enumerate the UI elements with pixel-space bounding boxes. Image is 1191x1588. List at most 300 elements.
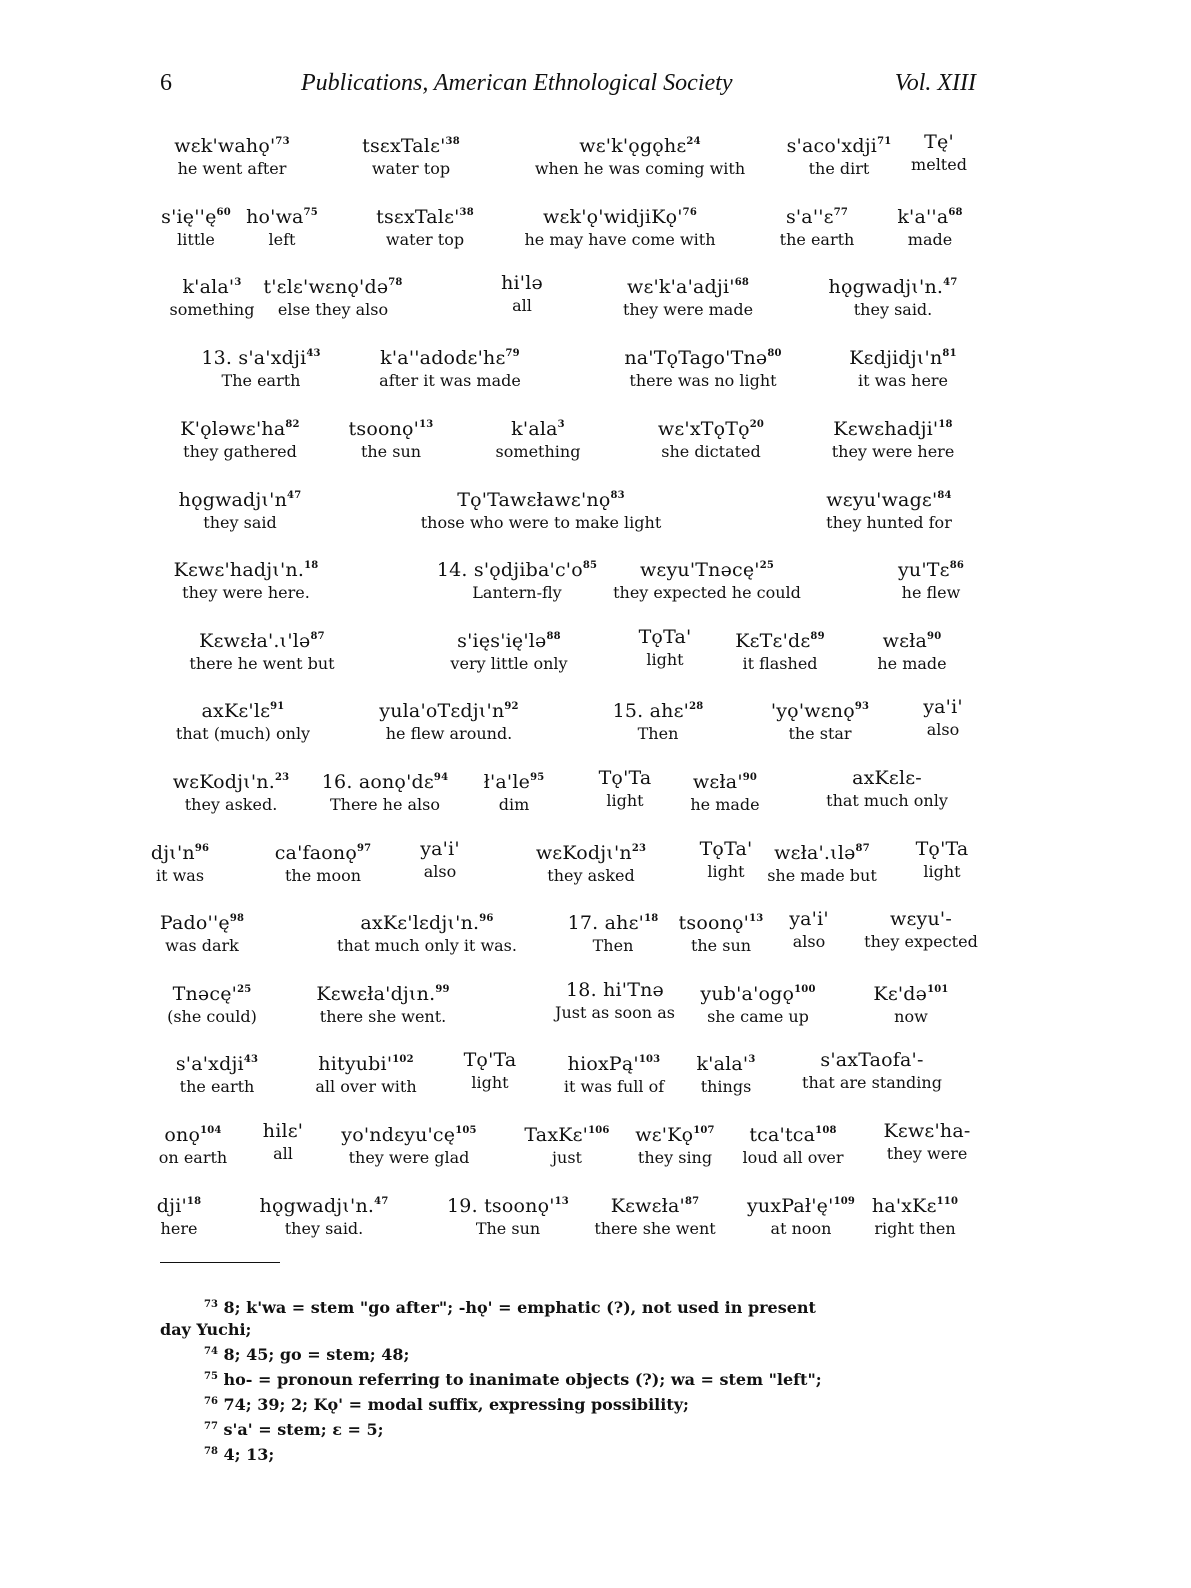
yuchi-word	[447, 1190, 569, 1218]
yuchi-word	[170, 271, 255, 299]
yuchi-word-text: TǫTa'	[638, 626, 692, 648]
yuchi-word	[260, 1190, 389, 1218]
yuchi-word	[802, 1048, 942, 1072]
word-pair	[568, 907, 659, 957]
footnote-ref: 105	[455, 1125, 477, 1136]
yuchi-word	[832, 413, 955, 441]
yuchi-word-text: hǫgwadjɩ'n.	[828, 276, 944, 298]
english-gloss: there he went but	[189, 654, 335, 673]
english-gloss: when he was coming with	[534, 159, 746, 178]
english-gloss: The sun	[475, 1219, 541, 1238]
text-line	[160, 201, 976, 263]
text-line	[160, 484, 976, 546]
yuchi-word	[161, 201, 231, 229]
word-pair	[536, 837, 646, 887]
yuchi-word	[568, 907, 659, 935]
word-pair	[174, 554, 319, 604]
word-pair	[179, 484, 302, 534]
word-pair	[594, 1190, 715, 1240]
yuchi-word-text: Kɛwɛ'hadjɩ'n.	[173, 559, 305, 581]
footnote	[160, 1294, 980, 1319]
yuchi-word-text: hityubi'	[318, 1053, 393, 1075]
yuchi-word	[421, 484, 662, 512]
yuchi-word-text: onǫ	[164, 1124, 201, 1146]
word-pair	[437, 554, 597, 604]
word-pair	[911, 130, 967, 176]
yuchi-word-text: TaxKɛ'	[524, 1124, 589, 1146]
yuchi-word	[829, 271, 958, 299]
yuchi-word-text: 14. s'ǫdjiba'c'o	[436, 559, 583, 581]
yuchi-word	[349, 413, 434, 441]
yuchi-word	[826, 484, 952, 512]
word-pair	[877, 625, 946, 675]
yuchi-word-text: wɛ'Kǫ	[635, 1124, 694, 1146]
english-gloss: it was here	[857, 371, 949, 390]
footnote-number: 73	[204, 1299, 218, 1310]
yuchi-word-text: wɛk'wahǫ'	[174, 135, 276, 157]
word-pair	[337, 907, 517, 957]
footnote-ref: 80	[767, 348, 782, 359]
footnote-ref: 18	[186, 1196, 202, 1207]
word-pair	[535, 130, 745, 180]
english-gloss: Then	[637, 724, 679, 743]
yuchi-word-text: wɛ'xTǫTǫ	[657, 418, 750, 440]
footnote-ref: 85	[582, 560, 598, 571]
word-pair	[690, 766, 759, 816]
word-pair	[157, 1190, 201, 1240]
word-pair	[450, 625, 567, 675]
word-pair	[484, 766, 545, 816]
text-line	[160, 1048, 976, 1110]
english-gloss: all	[512, 296, 532, 315]
footnote-ref: 107	[693, 1125, 715, 1136]
english-gloss: light	[923, 862, 961, 881]
yuchi-word	[160, 907, 244, 935]
footnote-ref: 13	[554, 1196, 569, 1207]
yuchi-word	[767, 837, 877, 865]
footnote-ref: 43	[243, 1054, 259, 1065]
word-pair	[742, 1119, 843, 1169]
yuchi-word-text: hi'lə	[501, 272, 543, 294]
footnote-ref: 38	[445, 136, 460, 147]
yuchi-word	[700, 978, 815, 1006]
yuchi-word-text: Tǫ'Ta	[915, 838, 969, 860]
yuchi-word	[275, 837, 372, 865]
english-gloss: she dictated	[661, 442, 761, 461]
yuchi-word	[613, 695, 704, 723]
yuchi-word-text: Kɛwɛ'ha-	[883, 1120, 971, 1142]
word-pair	[376, 201, 474, 251]
word-pair	[447, 1190, 569, 1240]
english-gloss: dim	[498, 795, 530, 814]
english-gloss: he made	[690, 795, 760, 814]
yuchi-word-text: ha'xKɛ	[871, 1195, 937, 1217]
yuchi-word	[911, 130, 967, 154]
footnote-ref: 87	[855, 843, 870, 854]
yuchi-word	[679, 907, 764, 935]
yuchi-word	[437, 554, 597, 582]
footnote-ref: 23	[631, 843, 647, 854]
text-line	[160, 271, 976, 333]
english-gloss: also	[926, 720, 960, 739]
english-gloss: also	[792, 932, 826, 951]
footnote-ref: 13	[419, 419, 434, 430]
footnote-number: 74	[204, 1346, 218, 1357]
word-pair	[623, 271, 753, 321]
english-gloss: the earth	[179, 1077, 255, 1096]
yuchi-word	[174, 554, 319, 582]
yuchi-word	[450, 625, 567, 653]
english-gloss: loud all over	[742, 1148, 844, 1167]
yuchi-word-text: tsɛxTalɛ'	[376, 206, 460, 228]
word-pair	[787, 130, 892, 180]
text-line	[160, 342, 976, 404]
english-gloss: that much only	[826, 791, 948, 810]
word-pair	[341, 1119, 476, 1169]
word-pair	[923, 695, 963, 741]
english-gloss: the sun	[360, 442, 422, 461]
text-line	[160, 413, 976, 475]
yuchi-word-text: Tę'	[924, 131, 954, 153]
footnote-ref: 84	[937, 490, 952, 501]
footnote	[160, 1341, 980, 1366]
footnote-ref: 109	[833, 1196, 856, 1207]
footnote-ref: 96	[194, 843, 210, 854]
english-gloss: made	[907, 230, 953, 249]
yuchi-word-text: Tnəcę'	[172, 983, 238, 1005]
text-line	[160, 766, 976, 828]
word-pair	[735, 625, 825, 675]
yuchi-word	[864, 907, 978, 931]
yuchi-word-text: wɛła	[882, 630, 928, 652]
word-pair	[263, 1119, 303, 1165]
yuchi-word-text: Tǫ'Ta	[463, 1049, 517, 1071]
yuchi-word-text: ya'i'	[789, 908, 829, 930]
footnote-text: ho- = pronoun referring to inanimate objects (?); wa = stem "left";	[223, 1370, 822, 1389]
footnote	[160, 1391, 980, 1416]
word-pair	[635, 1119, 714, 1169]
word-pair	[173, 766, 290, 816]
yuchi-word-text: yo'ndɛyu'cę	[341, 1124, 456, 1146]
yuchi-word	[594, 1190, 715, 1218]
word-pair	[174, 130, 289, 180]
word-pair	[161, 201, 231, 251]
footnote	[160, 1366, 980, 1391]
footnote-ref: 95	[530, 772, 545, 783]
yuchi-word-text: ca'faonǫ	[274, 842, 357, 864]
yuchi-word	[180, 413, 299, 441]
yuchi-word	[747, 1190, 855, 1218]
yuchi-word	[564, 1048, 664, 1076]
yuchi-word	[696, 1048, 755, 1076]
footnote-text: s'a' = stem; ɛ = 5;	[223, 1420, 384, 1439]
yuchi-word-text: hǫgwadjɩ'n	[178, 489, 288, 511]
english-gloss: things	[700, 1077, 752, 1096]
yuchi-word	[179, 484, 302, 512]
footnote-ref: 91	[270, 701, 285, 712]
english-gloss: they were here	[831, 442, 955, 461]
english-gloss: light	[646, 650, 684, 669]
english-gloss: they hunted for	[826, 513, 952, 532]
word-pair	[767, 837, 877, 887]
yuchi-word	[464, 1048, 517, 1072]
yuchi-word	[341, 1119, 476, 1147]
yuchi-word	[379, 342, 521, 370]
yuchi-word-text: 13. s'a'xdji	[201, 347, 307, 369]
word-pair	[916, 837, 969, 883]
footnote-ref: 38	[459, 207, 474, 218]
footnote-ref: 75	[303, 207, 318, 218]
english-gloss: that much only it was.	[337, 936, 517, 955]
yuchi-word	[496, 413, 581, 441]
yuchi-word	[525, 201, 716, 229]
yuchi-word	[826, 766, 948, 790]
word-pair	[658, 413, 764, 463]
word-pair	[315, 1048, 416, 1098]
word-pair	[700, 978, 815, 1028]
yuchi-word-text: Kɛwɛła'	[610, 1195, 685, 1217]
english-gloss: left	[268, 230, 296, 249]
word-pair	[771, 695, 869, 745]
word-pair	[379, 695, 518, 745]
footnote	[160, 1319, 980, 1341]
word-pair	[316, 978, 449, 1028]
yuchi-word	[635, 1119, 714, 1147]
footnote-ref: 20	[749, 419, 765, 430]
word-pair	[275, 837, 372, 887]
yuchi-word-text: 19. tsoonǫ'	[447, 1195, 555, 1217]
word-pair	[832, 413, 955, 463]
word-pair	[639, 625, 692, 671]
footnote-ref: 47	[374, 1196, 389, 1207]
word-pair	[780, 201, 855, 251]
english-gloss: that are standing	[802, 1073, 942, 1092]
yuchi-word-text: hǫgwadjɩ'n.	[259, 1195, 375, 1217]
footnote-ref: 101	[927, 984, 949, 995]
yuchi-word	[362, 130, 460, 158]
yuchi-word	[201, 342, 320, 370]
yuchi-word-text: s'ię''ę	[161, 206, 217, 228]
english-gloss: she came up	[707, 1007, 809, 1026]
footnote-ref: 18	[644, 913, 659, 924]
yuchi-word-text: axKɛ'lɛ	[201, 700, 271, 722]
yuchi-word-text: tsoonǫ'	[678, 912, 750, 934]
footnote-ref: 47	[943, 277, 958, 288]
yuchi-word-text: k'ala'	[182, 276, 235, 298]
yuchi-word	[624, 342, 781, 370]
footnote-ref: 103	[638, 1054, 661, 1065]
yuchi-word	[884, 1119, 971, 1143]
english-gloss: he flew around.	[385, 724, 513, 743]
word-pair	[524, 1119, 609, 1169]
english-gloss: also	[423, 862, 457, 881]
text-line	[160, 625, 976, 687]
footnote-number: 75	[204, 1371, 218, 1382]
english-gloss: on earth	[158, 1148, 228, 1167]
yuchi-word	[877, 625, 946, 653]
yuchi-word-text: K'ǫləwɛ'ha	[180, 418, 286, 440]
text-line	[150, 837, 976, 899]
word-pair	[349, 413, 434, 463]
yuchi-word	[897, 201, 962, 229]
footnote-text: 8; k'wa = stem "go after"; -hǫ' = emphatic (?), not used in present	[223, 1298, 816, 1317]
footnote-ref: 78	[388, 277, 403, 288]
page-header	[160, 70, 976, 106]
footnote-ref: 3	[557, 419, 565, 430]
english-gloss: something	[495, 442, 581, 461]
english-gloss: little	[177, 230, 215, 249]
footnote-text: 4; 13;	[223, 1445, 275, 1464]
word-pair	[151, 837, 209, 887]
yuchi-word	[639, 625, 692, 649]
word-pair	[897, 201, 962, 251]
footnote-ref: 88	[546, 631, 561, 642]
word-pair	[884, 1119, 971, 1165]
footnote-ref: 82	[285, 419, 300, 430]
text-line	[160, 1119, 976, 1181]
english-gloss: The earth	[221, 371, 301, 390]
word-pair	[872, 1190, 958, 1240]
word-pair	[201, 342, 320, 392]
english-gloss: water top	[371, 159, 451, 178]
word-pair	[747, 1190, 855, 1240]
footnote-ref: 24	[686, 136, 701, 147]
english-gloss: they asked	[547, 866, 635, 885]
word-pair	[599, 766, 652, 812]
word-pair	[322, 766, 448, 816]
footnote-ref: 104	[200, 1125, 222, 1136]
yuchi-word	[524, 1119, 609, 1147]
yuchi-word-text: yub'a'ogǫ	[700, 983, 795, 1005]
yuchi-word-text: wɛyu'-	[890, 908, 952, 930]
footnote-ref: 106	[588, 1125, 610, 1136]
footnote-ref: 94	[433, 772, 449, 783]
yuchi-word-text: wɛ'k'ǫgǫhɛ	[579, 135, 687, 157]
footnote-ref: 86	[949, 560, 965, 571]
english-gloss: they gathered	[183, 442, 297, 461]
yuchi-word-text: s'ięs'ię'lə	[457, 630, 547, 652]
footnote-number: 77	[204, 1421, 218, 1432]
english-gloss: Just as soon as	[555, 1003, 675, 1022]
footnote	[160, 1416, 980, 1441]
footnote-ref: 108	[815, 1125, 837, 1136]
english-gloss: Then	[592, 936, 634, 955]
footnote-ref: 98	[229, 913, 245, 924]
footnote-ref: 77	[833, 207, 849, 218]
yuchi-word-text: wɛ'k'a'adji'	[626, 276, 735, 298]
yuchi-word-text: tsoonǫ'	[348, 418, 420, 440]
footnote-ref: 13	[749, 913, 764, 924]
yuchi-word	[263, 1119, 303, 1143]
english-gloss: it was full of	[563, 1077, 665, 1096]
english-gloss: melted	[911, 155, 967, 174]
yuchi-word-text: tca'tca	[749, 1124, 816, 1146]
footnote-number: 76	[204, 1396, 218, 1407]
english-gloss: the star	[788, 724, 852, 743]
footnote-ref: 68	[734, 277, 750, 288]
yuchi-word	[246, 201, 318, 229]
english-gloss: just	[552, 1148, 582, 1167]
word-pair	[696, 1048, 755, 1098]
word-pair	[362, 130, 460, 180]
yuchi-word	[555, 978, 675, 1002]
word-pair	[464, 1048, 517, 1094]
yuchi-word-text: Kɛwɛhadji'	[833, 418, 939, 440]
footnote-ref: 76	[682, 207, 697, 218]
yuchi-word	[599, 766, 652, 790]
english-gloss: very little only	[450, 654, 568, 673]
word-pair	[564, 1048, 664, 1098]
english-gloss: at noon	[770, 1219, 832, 1238]
yuchi-word-text: Kɛwɛła'djɩn.	[316, 983, 436, 1005]
footnote-ref: 89	[810, 631, 825, 642]
word-pair	[898, 554, 964, 604]
volume-label: Vol. XIII	[894, 70, 976, 96]
english-gloss: Lantern-fly	[472, 583, 562, 602]
english-gloss: right then	[874, 1219, 956, 1238]
english-gloss: they expected he could	[613, 583, 801, 602]
english-gloss: all	[273, 1144, 293, 1163]
footnote-ref: 73	[275, 136, 290, 147]
footnote-ref: 87	[310, 631, 325, 642]
yuchi-word	[151, 837, 209, 865]
yuchi-word-text: 'yǫ'wɛnǫ	[770, 700, 855, 722]
footnote-ref: 90	[742, 772, 758, 783]
footnote-ref: 100	[794, 984, 816, 995]
word-pair	[849, 342, 956, 392]
yuchi-word	[174, 130, 289, 158]
english-gloss: they were	[886, 1144, 968, 1163]
yuchi-word-text: s'a''ɛ	[785, 206, 834, 228]
yuchi-word-text: wɛyu'Tnəcę'	[639, 559, 760, 581]
footnote-text: 74; 39; 2; Kǫ' = modal suffix, expressing possibility;	[223, 1395, 689, 1414]
yuchi-word-text: Kɛ'də	[873, 983, 928, 1005]
word-pair	[873, 978, 948, 1028]
word-pair	[176, 695, 310, 745]
english-gloss: something	[169, 300, 255, 319]
text-line	[156, 1190, 976, 1252]
yuchi-word-text: ya'i'	[923, 696, 963, 718]
yuchi-word-text: axKɛ'lɛdjɩ'n.	[360, 912, 480, 934]
yuchi-word	[159, 1119, 227, 1147]
yuchi-word-text: dji'	[156, 1195, 187, 1217]
english-gloss: they were glad	[348, 1148, 470, 1167]
footnote-ref: 92	[504, 701, 519, 712]
yuchi-word	[742, 1119, 843, 1147]
yuchi-word-text: hilɛ'	[262, 1120, 304, 1142]
word-pair	[864, 907, 978, 953]
yuchi-word-text: axKɛlɛ-	[852, 767, 922, 789]
english-gloss: those who were to make light	[420, 513, 662, 532]
word-pair	[624, 342, 781, 392]
english-gloss: the earth	[779, 230, 855, 249]
text-line	[160, 130, 976, 192]
yuchi-word	[780, 201, 855, 229]
yuchi-word-text: k'ala'	[696, 1053, 749, 1075]
english-gloss: after it was made	[379, 371, 521, 390]
yuchi-word	[735, 625, 825, 653]
yuchi-word	[501, 271, 543, 295]
footnote-ref: 81	[942, 348, 957, 359]
english-gloss: there she went.	[319, 1007, 447, 1026]
word-pair	[613, 695, 704, 745]
yuchi-word-text: Pado''ę	[159, 912, 230, 934]
word-pair	[555, 978, 675, 1024]
yuchi-word-text: tsɛxTalɛ'	[362, 135, 446, 157]
footnote-ref: 79	[505, 348, 520, 359]
text-line	[160, 695, 976, 757]
english-gloss: he went after	[177, 159, 287, 178]
